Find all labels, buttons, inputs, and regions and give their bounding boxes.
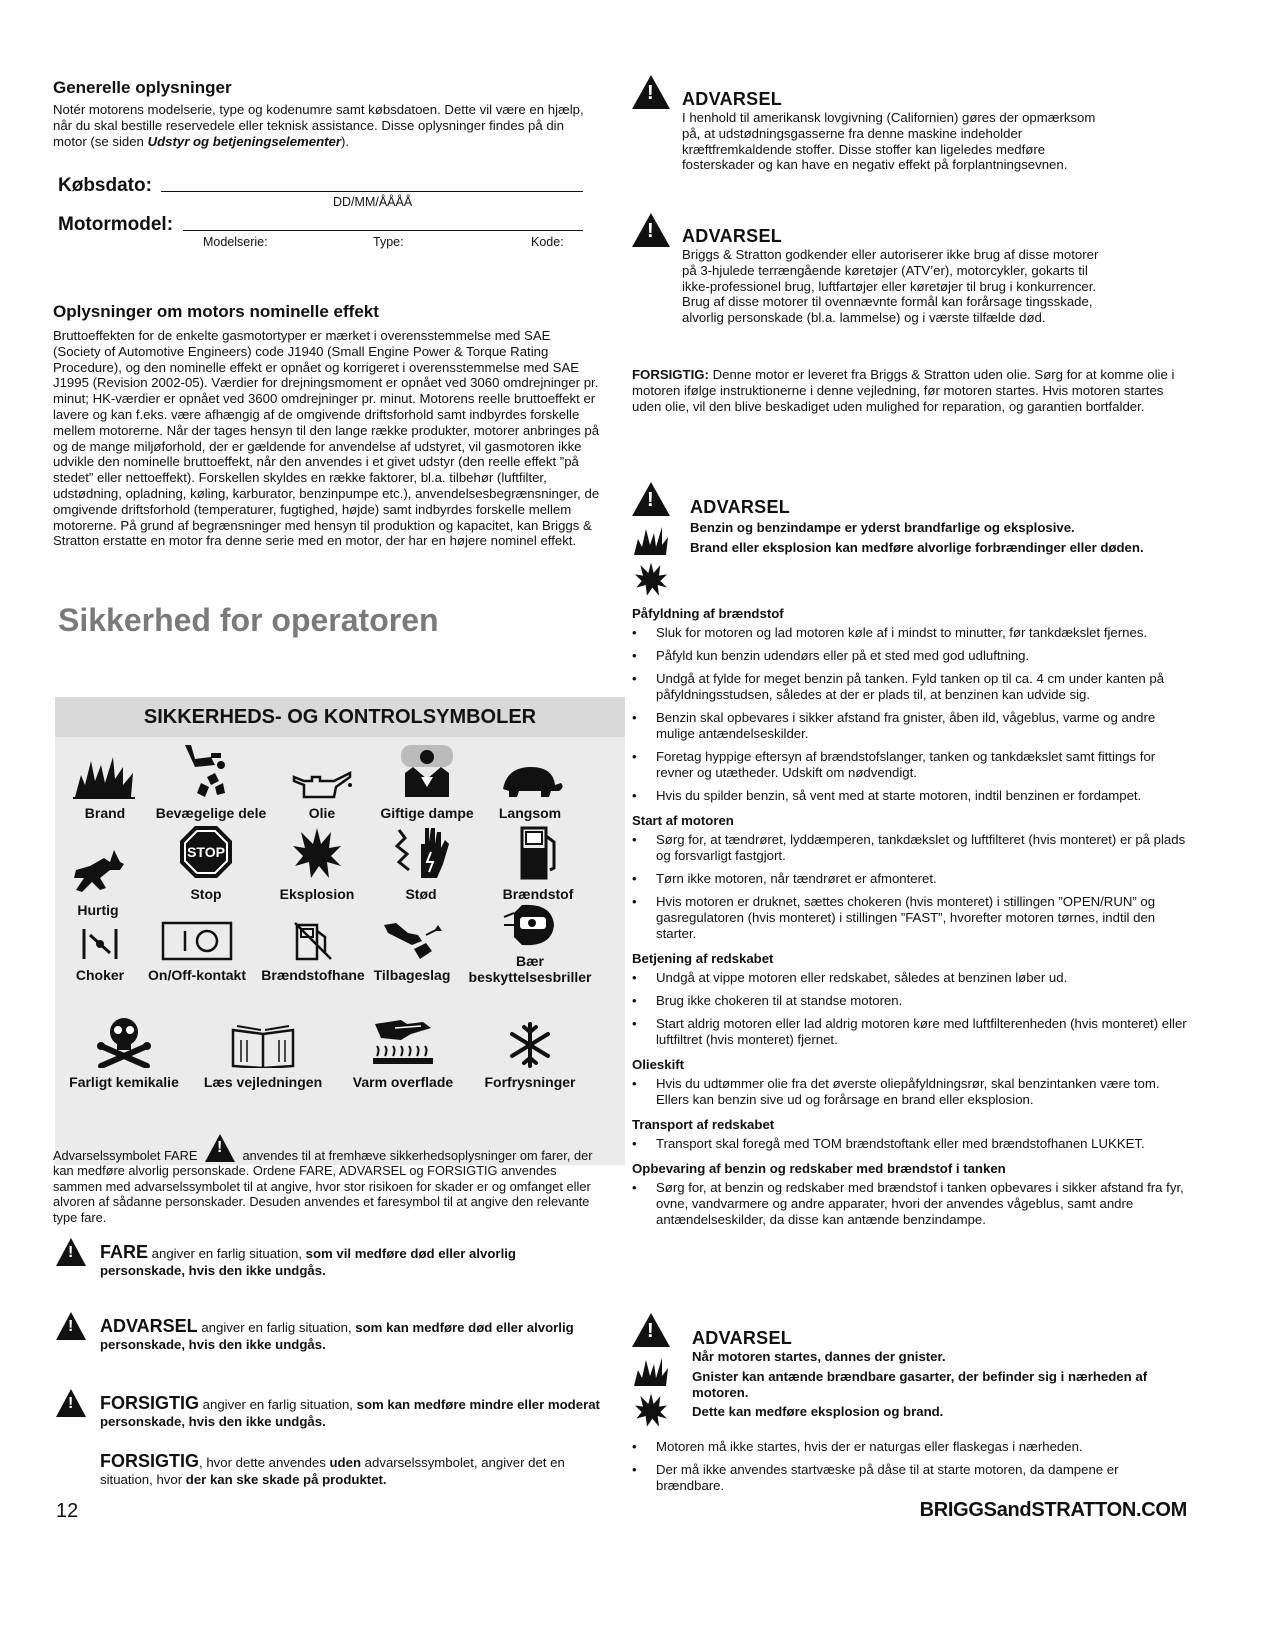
turtle-icon <box>495 765 565 799</box>
symbol-label: Hurtig <box>77 902 119 918</box>
warning-fuel <box>690 497 1210 556</box>
symbol-eye-protection <box>460 903 600 985</box>
symbol-label: Eksplosion <box>279 886 355 902</box>
symbol-label: Brændstofhane <box>261 967 365 983</box>
warning-title: ADVARSEL <box>690 497 791 517</box>
symbol-label: Tilbageslag <box>373 967 451 983</box>
explosion-icon <box>632 561 670 597</box>
final-list <box>632 1439 1187 1494</box>
list-item: • Påfyld kun benzin udendørs eller på et sted med god udluftning. <box>632 648 1187 664</box>
final-list-wrap <box>632 1439 1187 1501</box>
list-item: • Brug ikke chokeren til at standse motoren. <box>632 993 1187 1009</box>
warning-title: ADVARSEL <box>692 1328 793 1348</box>
warning-line: Dette kan medføre eksplosion og brand. <box>692 1404 944 1420</box>
list-item: • Hvis du spilder benzin, så vent med at starte motoren, indtil benzinen er fordampet. <box>632 788 1187 804</box>
rabbit-icon <box>70 848 126 896</box>
explosion-icon <box>632 1392 670 1428</box>
oil-can-icon <box>290 769 354 799</box>
warning-line: Benzin og benzindampe er yderst brandfarlige og eksplosive. <box>690 520 1075 535</box>
caution-text: Denne motor er leveret fra Briggs & Stratton uden olie. Sørg for at komme olie i motoren ifølge instruktionerne i denne vejledning, før motoren startes. Hvis motoren startes uden olie, vil den blive beskadiget uden mulighed for reparation, og garantien bortfalder. <box>632 367 1175 414</box>
general-heading: Generelle oplysninger <box>53 78 232 97</box>
shock-icon <box>391 824 451 880</box>
start-heading: Start af motoren <box>632 813 734 828</box>
symbol-label: Langsom <box>498 805 562 821</box>
stop-sign-icon <box>178 824 234 880</box>
storage-list <box>632 1180 1187 1228</box>
symbol-hazardous-chemical <box>54 1010 194 1090</box>
list-item: • Motoren må ikke startes, hvis der er naturgas eller flaskegas i nærheden. <box>632 1439 1187 1455</box>
forsigtig-icon-wrap <box>56 1389 86 1422</box>
symbol-label: Bær beskyttelsesbriller <box>468 953 592 985</box>
forsigtig-nosymbol-description: FORSIGTIG, hvor dette anvendes uden advarselssymbolet, angiver det en situation, hvor der kan ske skade på produktet. <box>100 1451 565 1487</box>
moving-parts-icon <box>181 743 241 799</box>
warning-text: Briggs & Stratton godkender eller autoriserer ikke brug af disse motorer på 3-hjulede terrængående køretøjer (ATV’er), motorcykler, gokarts til ikke-professionel brug, luftfartøjer eller køretøjer til brug i konkurrencer. Brug af disse motorer til ovennævnte formål kan forårsage tingsskade, alvorlig personskade (bl.a. lammelse) og i værste tilfælde død. <box>682 247 1099 326</box>
list-item: • Transport skal foregå med TOM brændstoftank eller med brændstofhanen LUKKET. <box>632 1136 1187 1152</box>
list-item: • Undgå at vippe motoren eller redskabet, således at benzinen løber ud. <box>632 970 1187 986</box>
warn1-icon-wrap <box>632 75 670 114</box>
symbol-label: Giftige dampe <box>380 805 474 821</box>
fuel-instructions <box>632 606 1187 1235</box>
signal-intro <box>53 1134 601 1225</box>
engine-model-label: Motormodel: <box>58 214 174 235</box>
symbol-label: Bevægelige dele <box>155 805 267 821</box>
type-label: Type: <box>373 235 404 249</box>
purchase-form <box>58 173 603 253</box>
symbol-label: Læs vejledningen <box>203 1074 323 1090</box>
fire-icon <box>73 755 137 799</box>
page-number: 12 <box>56 1500 79 1522</box>
transport-list <box>632 1136 1187 1152</box>
symbol-read-manual <box>193 1010 333 1090</box>
list-item: • Hvis motoren er druknet, sættes chokeren (hvis monteret) i stillingen ”OPEN/RUN” og gasregulatoren (hvis monteret) i stillingen ”FAST”, hvorefter motoren tørnes, indtil den starter. <box>632 894 1187 942</box>
purchase-date-line[interactable] <box>161 191 583 192</box>
list-item: • Undgå at fylde for meget benzin på tanken. Fyld tanken op til ca. 4 cm under kanten på påfyldningsstudsen, således at der er plads til, at benzinen kan udvide sig. <box>632 671 1187 703</box>
warning-sparks <box>692 1328 1192 1420</box>
signal-intro-b: anvendes til at fremhæve sikkerhedsoplysninger om farer, der kan medføre alvorlig personskade. Ordene FARE, ADVARSEL og FORSIGTIG anvendes sammen med advarselssymbolet til at angive, hvor stor risikoen for skader er og omfanget eller alvoren af sådanne personskader. Desuden anvendes et faresymbol til at angive den relevante type fare. <box>53 1148 593 1225</box>
operation-list <box>632 970 1187 1048</box>
list-item: • Start aldrig motoren eller lad aldrig motoren køre med luftfilterenheden (hvis monteret) eller luftfiltret (hvis monteret) fjernet. <box>632 1016 1187 1048</box>
fuel-list <box>632 625 1187 804</box>
symbol-label: Olie <box>308 805 336 821</box>
toxic-fumes-icon <box>399 743 455 799</box>
model-series-label: Modelserie: <box>203 235 268 249</box>
rating-text: Bruttoeffekten for de enkelte gasmotortyper er mærket i overensstemmelse med SAE (Society of Automotive Engineers) code J1940 (Small Engine Power & Torque Rating Procedure), og den nominelle effekt er opnået og korrigeret i overensstemmelse med SAE J1995 (Revision 2002-05). Værdier for drejningsmoment er opnået ved 3060 omdrejninger pr. minut; HK-værdier er opnået ved 3600 omdrejninger pr. minut. Motorens reelle bruttoeffekt er lavere og kan f.eks. være afhængig af de omgivende driftsforhold samt indbyrdes forskelle mellem motorerne. Når der tages hensyn til den lange række produkter, motorer anbringes på og de mange miljøforhold, der er gældende for anvendelse af udstyret, vil gasmotoren ikke udvikle den nominelle bruttoeffekt, når den anvendes i et givet udstyr (den reelle effekt ”på stedet” eller nettoeffekt). Forskellen skyldes en række faktorer, bl.a. tilbehør (luftfilter, udstødning, opladning, køling, karburator, benzinpumpe etc.), anvendelsesbegrænsninger, de omgivende driftsforhold (temperaturer, fugtighed, højde) samt indbyrdes forskelle mellem motorerne. På grund af begrænsninger med hensyn til produktion og kapacitet, kan Briggs & Stratton erstatte en motor fra denne serie med en motor, der har en højere nominel effekt. <box>53 328 600 549</box>
list-item: • Der må ikke anvendes startvæske på dåse til at starte motoren, da dampene er brændbare. <box>632 1462 1187 1494</box>
list-item: • Benzin skal opbevares i sikker afstand fra gnister, åben ild, vågeblus, varme og andre mulige antændelseskilder. <box>632 710 1187 742</box>
symbol-label: Stød <box>405 886 437 902</box>
warning-text: I henhold til amerikansk lovgivning (Californien) gøres der opmærksom på, at udstødningsgasserne fra denne maskine indeholder kræftfremkaldende stoffer. Disse stoffer kan ligeledes medføre fosterskader og kan have en negativ effekt på forplantningsevnen. <box>682 110 1096 173</box>
engine-model-line[interactable] <box>183 230 583 231</box>
warning-vehicles <box>682 226 1107 326</box>
symbol-label: On/Off-kontakt <box>148 967 246 983</box>
warning-line: Når motoren startes, dannes der gnister. <box>692 1349 946 1364</box>
choke-icon <box>80 927 120 961</box>
open-book-icon <box>231 1024 295 1068</box>
caution-no-oil <box>632 367 1187 414</box>
general-section <box>53 78 601 149</box>
warning-triangle-icon <box>56 1389 86 1417</box>
hot-surface-icon <box>371 1016 435 1068</box>
warning-line: Brand eller eksplosion kan medføre alvorlige forbrændinger eller døden. <box>690 539 1144 555</box>
brand-footer: BRIGGSandSTRATTON.COM <box>919 1499 1187 1521</box>
fire-icon <box>632 1356 670 1388</box>
warning-california <box>682 89 1102 173</box>
fuel-heading: Påfyldning af brændstof <box>632 606 784 621</box>
snowflake-icon <box>507 1022 553 1068</box>
operation-heading: Betjening af redskabet <box>632 951 774 966</box>
general-text: Notér motorens modelserie, type og kodenumre samt købsdatoen. Dette vil være en hjælp, når du skal bestille reservedele eller teknisk assistance. Disse oplysninger findes på din motor (se siden Udstyr og betjeningselementer). <box>53 102 584 149</box>
rating-heading: Oplysninger om motors nominelle effekt <box>53 302 379 321</box>
safety-title: Sikkerhed for operatoren <box>58 602 439 638</box>
symbol-label: Choker <box>75 967 125 983</box>
symbols-heading: SIKKERHEDS- OG KONTROLSYMBOLER <box>55 697 625 737</box>
fire-icon <box>632 525 670 557</box>
date-format-hint: DD/MM/ÅÅÅÅ <box>333 195 413 209</box>
skull-crossbones-icon <box>95 1012 153 1068</box>
code-label: Kode: <box>531 235 564 249</box>
oil-list <box>632 1076 1187 1108</box>
warning-triangle-icon <box>632 1313 670 1347</box>
warn2-icon-wrap <box>632 213 670 252</box>
start-list <box>632 832 1187 942</box>
warning-title: ADVARSEL <box>682 89 783 109</box>
symbol-label: Brændstof <box>502 886 574 902</box>
list-item: • Foretag hyppige eftersyn af brændstofslanger, tanken og tankdækslet samt fittings for revner og utætheder. Udskift om nødvendigt. <box>632 749 1187 781</box>
storage-heading: Opbevaring af benzin og redskaber med brændstof i tanken <box>632 1161 1006 1176</box>
warning-triangle-icon <box>56 1238 86 1266</box>
warning-triangle-icon <box>632 75 670 109</box>
warn3-icons <box>632 482 670 597</box>
symbol-label: Brand <box>84 805 126 821</box>
warning-title: ADVARSEL <box>682 226 783 246</box>
kickback-icon <box>382 921 442 961</box>
rating-section <box>53 302 601 549</box>
list-item: • Sørg for, at tændrøret, lyddæmperen, tankdækslet og luftfilteret (hvis monteret) er på plads og forsvarligt fastgjort. <box>632 832 1187 864</box>
explosion-icon <box>291 826 343 880</box>
symbol-slow <box>460 745 600 821</box>
transport-heading: Transport af redskabet <box>632 1117 775 1132</box>
advarsel-description: ADVARSEL angiver en farlig situation, som kan medføre død eller alvorlig personskade, hvis den ikke undgås. <box>100 1316 574 1352</box>
symbol-label: Varm overflade <box>352 1074 454 1090</box>
list-item: • Tørn ikke motoren, når tændrøret er afmonteret. <box>632 871 1187 887</box>
warn4-icons <box>632 1313 670 1428</box>
warning-triangle-icon <box>56 1312 86 1340</box>
warning-line: Gnister kan antænde brændbare gasarter, der befinder sig i nærheden af motoren. <box>692 1368 1148 1400</box>
list-item: • Sørg for, at benzin og redskaber med brændstof i tanken opbevares i sikker afstand fra fyr, ovne, vandvarmere og andre apparater, hvori der anvendes vågeblus, samt andre antændelseskilder, da disse kan antænde benzindampe. <box>632 1180 1187 1228</box>
fuel-pump-icon <box>518 824 558 880</box>
symbol-label: Forfrysninger <box>484 1074 576 1090</box>
purchase-date-label: Købsdato: <box>58 175 152 196</box>
symbol-hot-surface <box>333 1010 473 1090</box>
symbol-label: Stop <box>190 886 222 902</box>
signal-intro-a: Advarselssymbolet FARE <box>53 1148 198 1163</box>
fuel-valve-icon <box>293 921 333 961</box>
list-item: • Sluk for motoren og lad motoren køle af i mindst to minutter, før tankdækslet fjernes. <box>632 625 1187 641</box>
caution-label: FORSIGTIG: <box>632 367 709 382</box>
symbol-fuel <box>468 822 608 902</box>
symbol-frostbite <box>460 1010 600 1090</box>
fare-description: FARE angiver en farlig situation, som vil medføre død eller alvorlig personskade, hvis den ikke undgås. <box>100 1242 516 1278</box>
symbol-label: Farligt kemikalie <box>69 1074 179 1090</box>
advarsel-icon-wrap <box>56 1312 86 1345</box>
warning-triangle-icon <box>632 213 670 247</box>
warning-triangle-icon <box>632 482 670 516</box>
forsigtig-description: FORSIGTIG angiver en farlig situation, som kan medføre mindre eller moderat personskade, hvis den ikke undgås. <box>100 1393 600 1429</box>
warning-triangle-icon <box>205 1134 235 1162</box>
oil-heading: Olieskift <box>632 1057 685 1072</box>
stop-sign-text: STOP <box>187 844 225 860</box>
fare-icon-wrap <box>56 1238 86 1271</box>
on-off-switch-icon <box>161 921 233 961</box>
list-item: • Hvis du udtømmer olie fra det øverste oliepåfyldningsrør, skal benzintanken være tom. Ellers kan benzin sive ud og forårsage en brand eller eksplosion. <box>632 1076 1187 1108</box>
safety-glasses-icon <box>502 903 558 947</box>
